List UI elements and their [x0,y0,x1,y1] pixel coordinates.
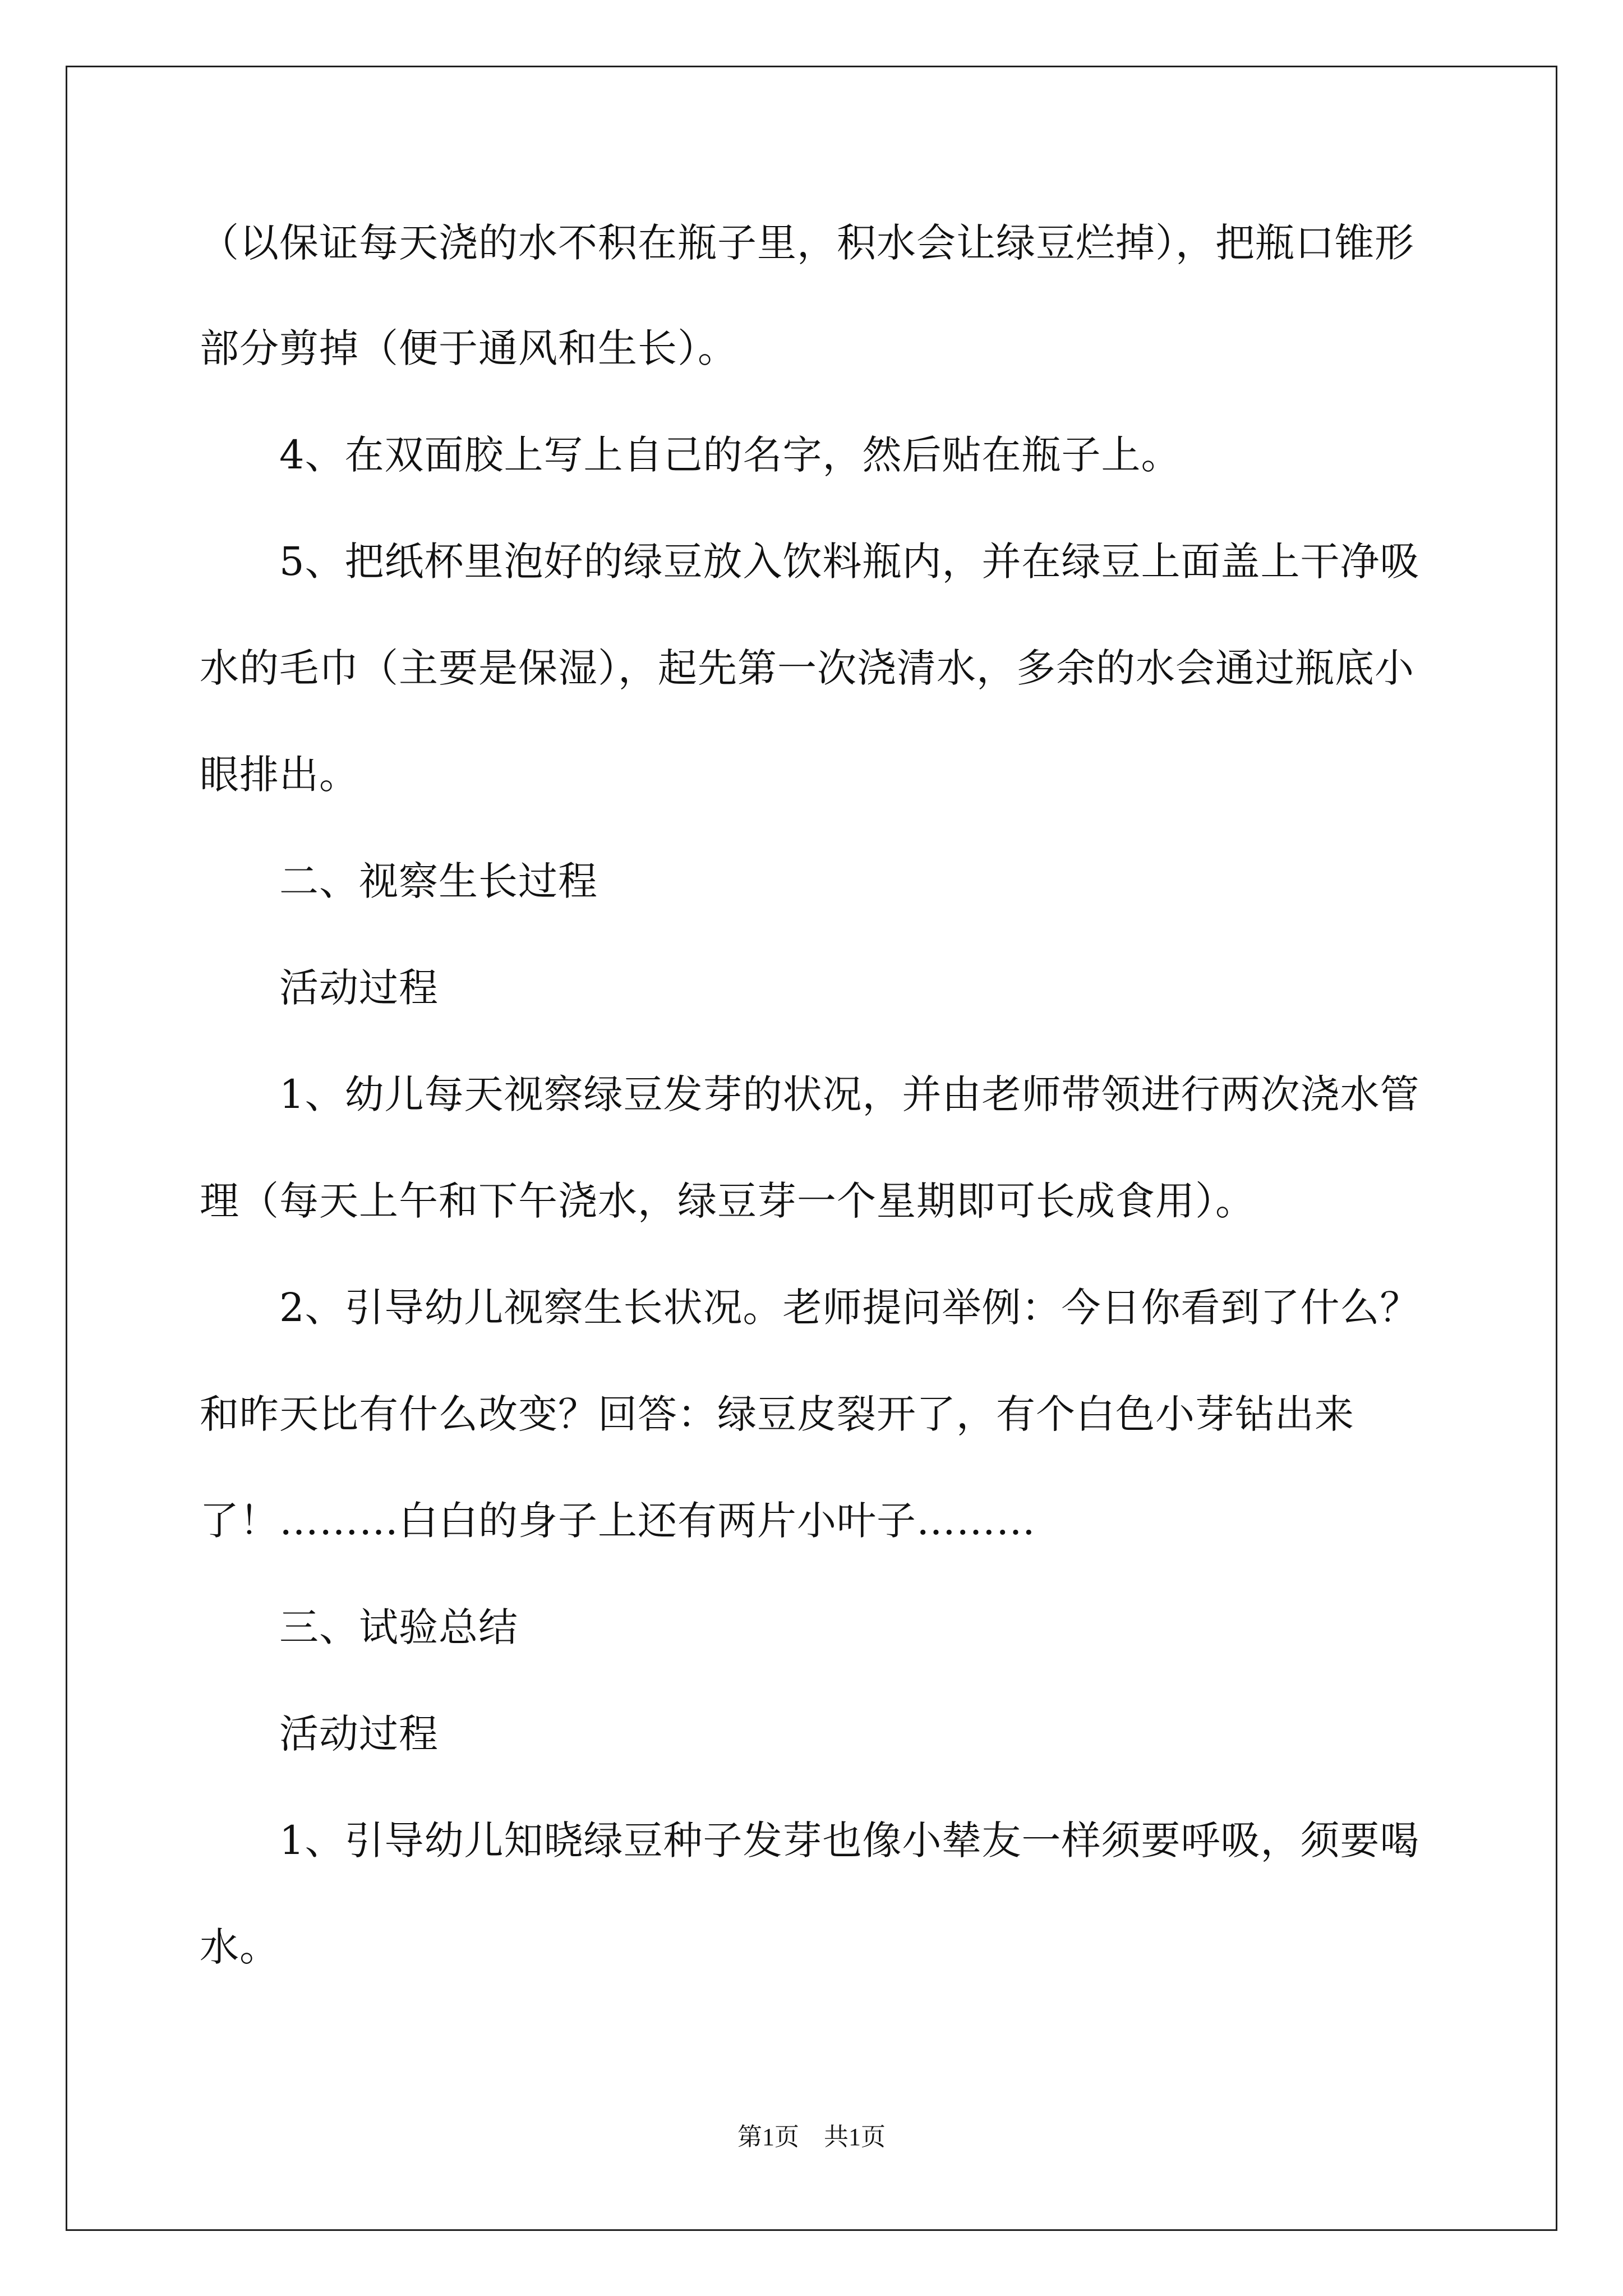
text-line-11: 2、引导幼儿视察生长状况。老师提问举例：今日你看到了什么？ [279,1285,1420,1331]
text-line-10: 理（每天上午和下午浇水，绿豆芽一个星期即可长成食用）。 [200,1178,1255,1224]
text-line-9: 1、幼儿每天视察绿豆发芽的状况，并由老师带领进行两次浇水管 [279,1071,1420,1117]
text-line-5: 水的毛巾（主要是保湿），起先第一次浇清水，多余的水会通过瓶底小 [200,645,1414,691]
text-line-1: （以保证每天浇的水不积在瓶子里，积水会让绿豆烂掉），把瓶口锥形 [200,220,1414,266]
text-line-3: 4、在双面胶上写上自己的名字，然后贴在瓶子上。 [279,432,1181,478]
page-border [66,66,1557,2231]
subheading-activity-2: 活动过程 [279,1711,439,1757]
text-line-6: 眼排出。 [200,752,359,798]
text-line-2: 部分剪掉（便于通风和生长）。 [200,325,737,371]
text-line-17: 水。 [200,1924,279,1970]
section-heading-3: 三、试验总结 [279,1604,518,1650]
text-line-12: 和昨天比有什么改变？回答：绿豆皮裂开了，有个白色小芽钻出来 [200,1391,1354,1437]
text-line-13: 了！………白白的身子上还有两片小叶子……… [200,1498,1036,1544]
text-line-4: 5、把纸杯里泡好的绿豆放入饮料瓶内，并在绿豆上面盖上干净吸 [279,539,1420,585]
page-footer: 第1页 共1页 [737,2123,886,2151]
subheading-activity-1: 活动过程 [279,965,439,1011]
text-line-16: 1、引导幼儿知晓绿豆种子发芽也像小辇友一样须要呼吸，须要喝 [279,1818,1420,1864]
section-heading-2: 二、视察生长过程 [279,858,598,904]
